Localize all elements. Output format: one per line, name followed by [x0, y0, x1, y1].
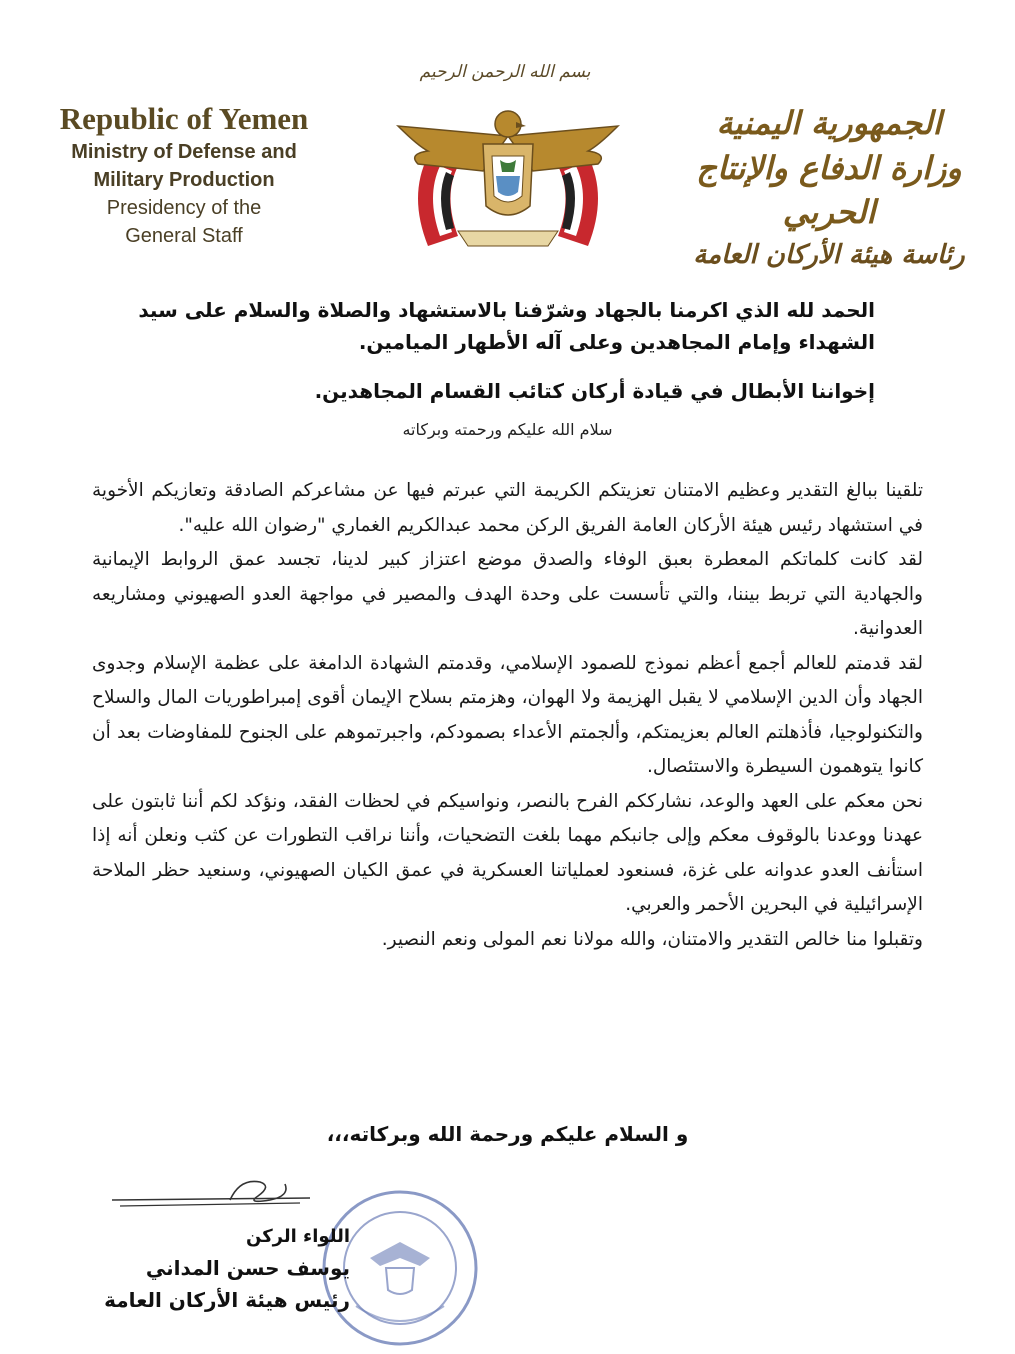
letter-greeting: سلام الله عليكم ورحمته وبركاته: [402, 420, 613, 439]
letter-body: [92, 474, 923, 957]
body-paragraph: تلقينا ببالغ التقدير وعظيم الامتنان تعزيتكم الكريمة التي عبرتم فيها عن مشاعركم الصادقة وتعازيكم الأخوية في استشهاد رئيس هيئة الأركان العامة الفريق الركن محمد عبدالكريم الغماري "رضوان الله عليه".: [92, 480, 923, 536]
letter-closing: و السلام عليكم ورحمة الله وبركاته،،،: [326, 1122, 689, 1146]
ministry-line-1-en: Ministry of Defense and: [71, 141, 297, 163]
department-line-2-en: General Staff: [125, 225, 243, 247]
country-name-en: Republic of Yemen: [59, 101, 309, 136]
department-line-1-en: Presidency of the: [106, 197, 262, 219]
signatory-rank: اللواء الركن: [246, 1226, 350, 1247]
yemen-eagle-emblem-icon: [388, 96, 628, 266]
department-name-ar: رئاسة هيئة الأركان العامة: [693, 240, 965, 270]
letter-addressee: إخواننا الأبطال في قيادة أركان كتائب القسام المجاهدين.: [314, 379, 875, 403]
opening-praise: الحمد لله الذي اكرمنا بالجهاد وشرّفنا بالاستشهاد والصلاة والسلام على سيد الشهداء وإمام المجاهدين وعلى آله الأطهار الميامين.: [138, 298, 875, 354]
signatory-name: يوسف حسن المداني: [145, 1256, 350, 1280]
body-paragraph: لقد قدمتم للعالم أجمع أعظم نموذج للصمود الإسلامي، وقدمتم الشهادة الدامغة على عظمة الإسلام وجدوى الجهاد وأن الدين الإسلامي لا يقبل الهزيمة ولا الهوان، وهزمتم بسلاح الإيمان أقوى إمبراطوريات المال والسلاح والتكنولوجيا، فأذهلتم العالم بعزيمتكم، وألجمتم الأعداء بصمودكم، واجبرتموهم على الجنوح للمفاوضات بعد أن كانوا يتوهمون السيطرة والاستئصال.: [92, 652, 923, 777]
ministry-name-ar: وزارة الدفاع والإنتاج الحربي: [696, 149, 962, 231]
body-paragraph: لقد كانت كلماتكم المعطرة بعبق الوفاء والصدق موضع اعتزاز كبير لدينا، تجسد عمق الروابط الإيمانية والجهادية التي تربط بيننا، والتي تأسست على وحدة الهدف والمصير في مواجهة العدو الصهيوني ومشاريعه العدوانية.: [92, 549, 923, 639]
basmala: بسم الله الرحمن الرحيم: [419, 62, 591, 82]
arabic-header: [679, 100, 979, 276]
body-paragraph: وتقبلوا منا خالص التقدير والامتنان، والله مولانا نعم المولى ونعم النصير.: [381, 928, 923, 950]
country-name-ar: الجمهورية اليمنية: [716, 104, 942, 142]
signatory-title: رئيس هيئة الأركان العامة: [104, 1288, 350, 1312]
english-header: [34, 100, 334, 250]
ministry-line-2-en: Military Production: [93, 169, 275, 191]
body-paragraph: نحن معكم على العهد والوعد، نشارككم الفرح بالنصر، ونواسيكم في لحظات الفقد، ونؤكد لكم أننا ثابتون على عهدنا ووعدنا بالوقوف معكم وإلى جانبكم مهما بلغت التضحيات، وأننا نراقب التطورات عن كثب ونعلن أنه إذا استأنف العدو عدوانه على غزة، فسنعود لعملياتنا العسكرية في عمق الكيان الصهيوني، وسنعيد حظر الملاحة الإسرائيلية في البحرين الأحمر والعربي.: [92, 790, 923, 915]
